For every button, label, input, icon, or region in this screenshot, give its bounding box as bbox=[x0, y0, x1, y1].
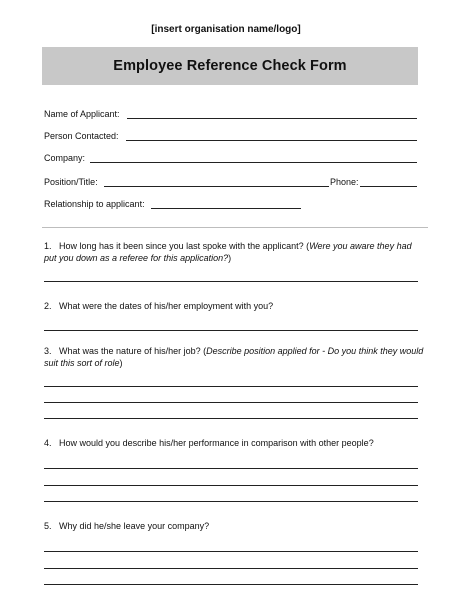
question-number: 4. bbox=[44, 438, 52, 448]
question-1 bbox=[44, 240, 424, 264]
question-number: 2. bbox=[44, 301, 52, 311]
phone-label: Phone: bbox=[330, 177, 359, 187]
company-label: Company: bbox=[44, 153, 86, 163]
question-number: 1. bbox=[44, 241, 52, 251]
answer-line[interactable] bbox=[44, 281, 418, 282]
company-field[interactable] bbox=[90, 162, 417, 163]
person-contacted-label: Person Contacted: bbox=[44, 131, 119, 141]
question-5 bbox=[44, 520, 424, 532]
phone-field[interactable] bbox=[360, 186, 417, 187]
question-4 bbox=[44, 437, 424, 449]
question-text: How would you describe his/her performance in comparison with other people? bbox=[59, 438, 374, 448]
applicant-name-field[interactable] bbox=[127, 118, 417, 119]
question-text: Why did he/she leave your company? bbox=[59, 521, 210, 531]
answer-line[interactable] bbox=[44, 551, 418, 552]
question-note: Were you aware they had put you down as a referee for this application? bbox=[44, 241, 412, 263]
relationship-field[interactable] bbox=[151, 208, 301, 209]
question-close: ) bbox=[228, 253, 232, 263]
answer-line[interactable] bbox=[44, 386, 418, 387]
question-2 bbox=[44, 300, 424, 312]
question-text: What were the dates of his/her employment with you? bbox=[59, 301, 274, 311]
answer-line[interactable] bbox=[44, 485, 418, 486]
position-title-field[interactable] bbox=[104, 186, 329, 187]
question-note: Describe position applied for - Do you think they would suit this sort of role bbox=[44, 346, 424, 368]
question-close: ) bbox=[119, 358, 123, 368]
answer-line[interactable] bbox=[44, 402, 418, 403]
question-3 bbox=[44, 345, 424, 369]
question-text: How long has it been since you last spoke with the applicant? ( bbox=[59, 241, 310, 251]
question-text: What was the nature of his/her job? ( bbox=[59, 346, 207, 356]
relationship-label: Relationship to applicant: bbox=[44, 199, 145, 209]
question-number: 3. bbox=[44, 346, 52, 356]
answer-line[interactable] bbox=[44, 330, 418, 331]
answer-line[interactable] bbox=[44, 468, 418, 469]
organisation-placeholder: [insert organisation name/logo] bbox=[151, 24, 301, 35]
question-number: 5. bbox=[44, 521, 52, 531]
applicant-name-label: Name of Applicant: bbox=[44, 109, 120, 119]
form-title: Employee Reference Check Form bbox=[113, 58, 347, 74]
answer-line[interactable] bbox=[44, 584, 418, 585]
section-divider bbox=[42, 227, 428, 228]
person-contacted-field[interactable] bbox=[126, 140, 417, 141]
answer-line[interactable] bbox=[44, 418, 418, 419]
answer-line[interactable] bbox=[44, 501, 418, 502]
form-title-band bbox=[42, 47, 418, 85]
answer-line[interactable] bbox=[44, 568, 418, 569]
position-title-label: Position/Title: bbox=[44, 177, 98, 187]
